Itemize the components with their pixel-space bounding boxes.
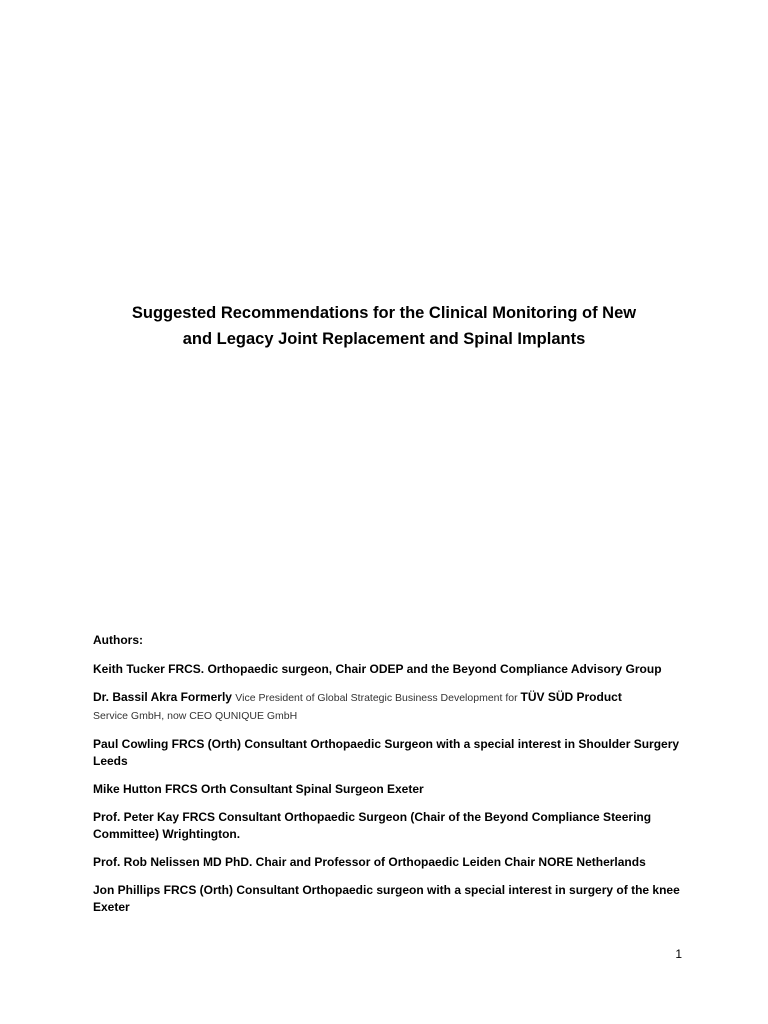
document-title (60, 300, 708, 352)
title-line-2: and Legacy Joint Replacement and Spinal Implants (182, 330, 586, 348)
author-entry-tucker: Keith Tucker FRCS. Orthopaedic surgeon, Chair ODEP and the Beyond Compliance Advisory Group (93, 662, 662, 676)
author-entry-phillips: Jon Phillips FRCS (Orth) Consultant Orthopaedic surgeon with a special interest in surgery of the knee Exeter (93, 883, 680, 914)
author-akra-role: Vice President of Global Strategic Business Development for (235, 692, 521, 704)
author-entry-akra (93, 689, 693, 725)
author-entry-kay: Prof. Peter Kay FRCS Consultant Orthopaedic Surgeon (Chair of the Beyond Compliance Steering Committee) Wrightington. (93, 810, 652, 841)
author-entry-nelissen: Prof. Rob Nelissen MD PhD. Chair and Professor of Orthopaedic Leiden Chair NORE Netherlands (93, 855, 646, 869)
author-entry-cowling: Paul Cowling FRCS (Orth) Consultant Orthopaedic Surgeon with a special interest in Shoulder Surgery Leeds (93, 737, 680, 768)
authors-heading: Authors: (93, 633, 143, 647)
author-akra-company: TÜV SÜD Product (520, 690, 622, 704)
author-akra-name: Dr. Bassil Akra Formerly (93, 690, 236, 704)
title-line-1: Suggested Recommendations for the Clinical Monitoring of New (131, 304, 637, 322)
page-number: 1 (675, 947, 682, 961)
author-akra-current: Service GmbH, now CEO QUNIQUE GmbH (93, 710, 298, 722)
author-entry-hutton: Mike Hutton FRCS Orth Consultant Spinal Surgeon Exeter (93, 782, 424, 796)
authors-section (93, 632, 693, 927)
